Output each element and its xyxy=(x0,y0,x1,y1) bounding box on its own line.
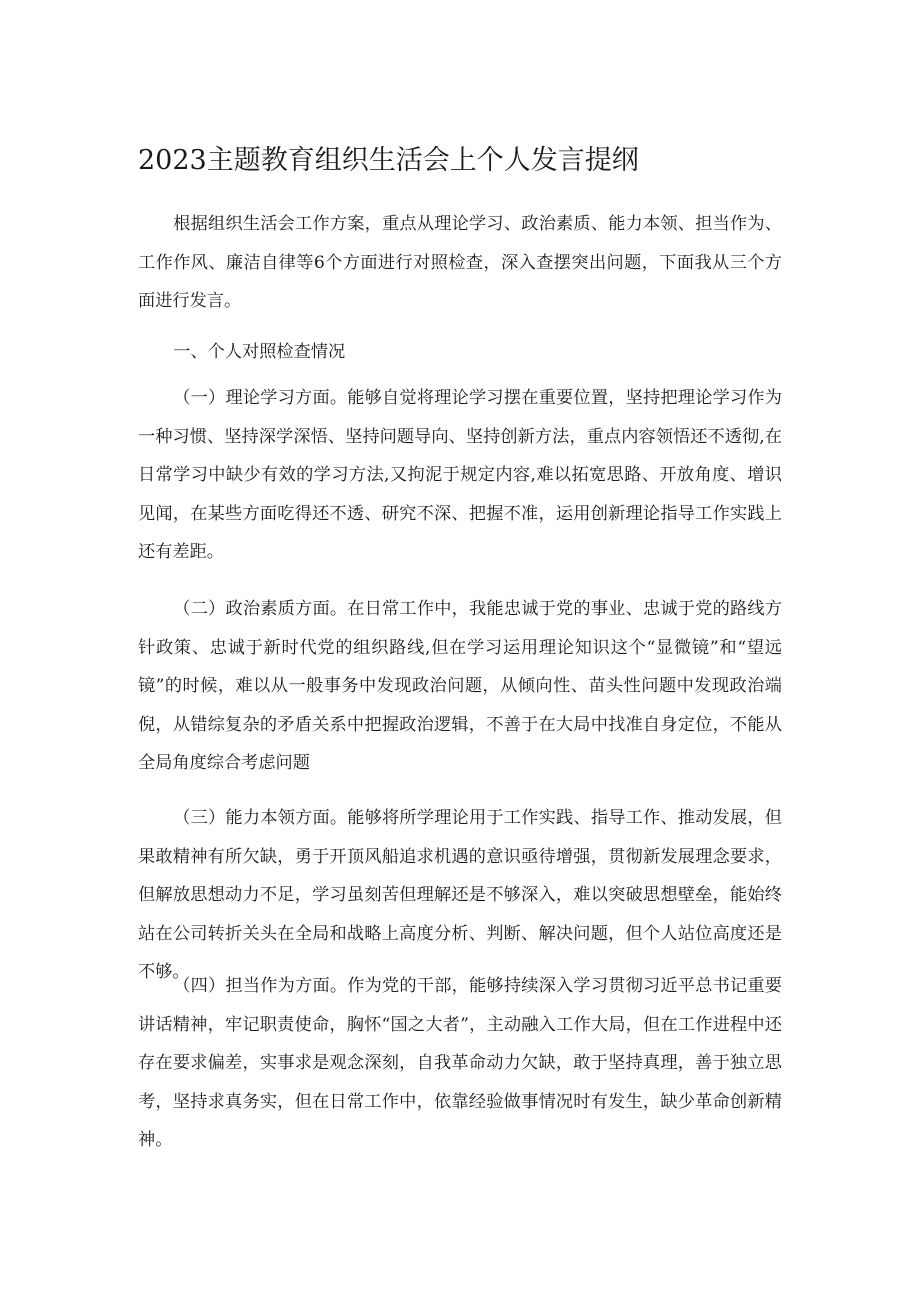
section-heading-1: 一、个人对照检查情况 xyxy=(173,342,346,362)
item-paragraph-theory-study: （一）理论学习方面。能够自觉将理论学习摆在重要位置，坚持把理论学习作为一种习惯、坚持深学深悟、坚持问题导向、坚持创新方法，重点内容领悟还不透彻,在日常学习中缺少有效的学习方法,又拘泥于规定内容,难以拓宽思路、开放角度、增识见闻，在某些方面吃得还不透、研究不深、把握不准，运用创新理论指导工作实践上还有差距。 xyxy=(138,388,782,563)
item-paragraph-responsibility: （四）担当作为方面。作为党的干部，能够持续深入学习贯彻习近平总书记重要讲话精神，牢记职责使命，胸怀“国之大者”，主动融入工作大局，但在工作进程中还存在要求偏差，实事求是观念深刻，自我革命动力欠缺，敢于坚持真理，善于独立思考，坚持求真务实，但在日常工作中，依靠经验做事情况时有发生，缺少革命创新精神。 xyxy=(138,976,782,1151)
item-paragraph-political-quality: （二）政治素质方面。在日常工作中，我能忠诚于党的事业、忠诚于党的路线方针政策、忠诚于新时代党的组织路线,但在学习运用理论知识这个“显微镜”和“望远镜”的时候，难以从一般事务中发现政治问题，从倾向性、苗头性问题中发现政治端倪，从错综复杂的矛盾关系中把握政治逻辑，不善于在大局中找准自身定位，不能从全局角度综合考虑问题 xyxy=(138,599,782,774)
item-paragraph-ability: （三）能力本领方面。能够将所学理论用于工作实践、指导工作、推动发展，但果敢精神有所欠缺，勇于开顶风船追求机遇的意识亟待增强，贯彻新发展理念要求，但解放思想动力不足，学习虽刻苦但理解还是不够深入，难以突破思想壁垒，能始终站在公司转折关头在全局和战略上高度分析、判断、解决问题，但个人站位高度还是不够。 xyxy=(138,808,782,983)
intro-paragraph: 根据组织生活会工作方案，重点从理论学习、政治素质、能力本领、担当作为、工作作风、廉洁自律等6个方面进行对照检查，深入查摆突出问题，下面我从三个方面进行发言。 xyxy=(138,214,782,312)
document-title: 2023主题教育组织生活会上个人发言提纲 xyxy=(138,145,639,176)
